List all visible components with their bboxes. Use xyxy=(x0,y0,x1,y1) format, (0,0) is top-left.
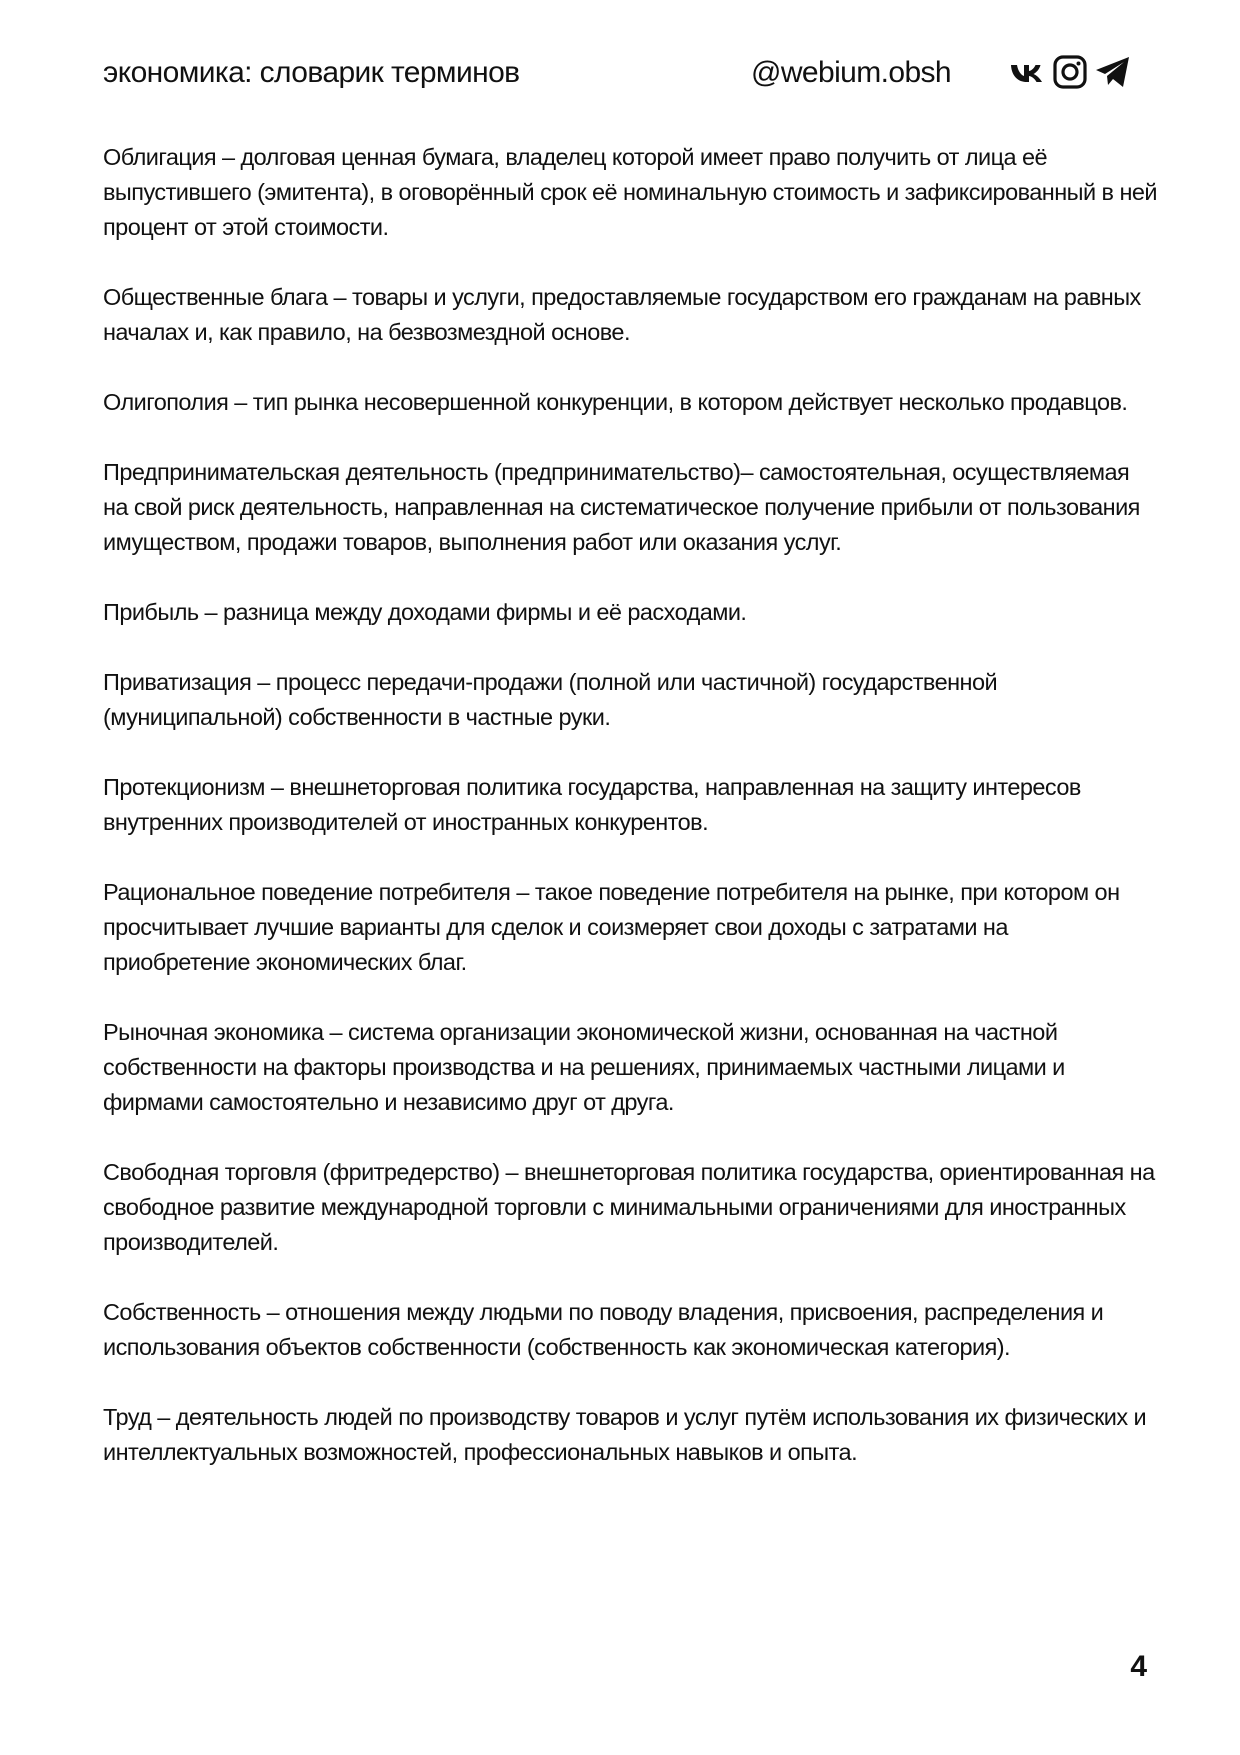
glossary-term-free-trade: Свободная торговля (фритредерство) – внешнеторговая политика государства, ориентированная на свободное развитие международной торговли с минимальными ограничениями для иностранных производителей. xyxy=(103,1159,1155,1255)
glossary-term-market-economy: Рыночная экономика – система организации экономической жизни, основанная на частной собственности на факторы производства и на решениях, принимаемых частными лицами и фирмами самостоятельно и независимо друг от друга. xyxy=(103,1019,1065,1115)
glossary-term-labor: Труд – деятельность людей по производству товаров и услуг путём использования их физических и интеллектуальных возможностей, профессиональных навыков и опыта. xyxy=(103,1404,1147,1465)
social-handle[interactable]: @webium.obsh xyxy=(751,56,952,89)
document-title: экономика: словарик терминов xyxy=(103,56,520,89)
glossary-list xyxy=(103,140,1158,1505)
page-number: 4 xyxy=(1130,1650,1147,1683)
instagram-icon[interactable] xyxy=(1052,54,1088,90)
vk-icon[interactable] xyxy=(1008,54,1046,90)
social-icons xyxy=(1008,54,1132,90)
glossary-term-oligopoly: Олигополия – тип рынка несовершенной конкуренции, в котором действует несколько продавцов. xyxy=(103,389,1128,415)
glossary-term-public-goods: Общественные блага – товары и услуги, предоставляемые государством его гражданам на равных началах и, как правило, на безвозмездной основе. xyxy=(103,284,1141,345)
glossary-term-profit: Прибыль – разница между доходами фирмы и её расходами. xyxy=(103,599,747,625)
glossary-term-protectionism: Протекционизм – внешнеторговая политика государства, направленная на защиту интересов внутренних производителей от иностранных конкурентов. xyxy=(103,774,1081,835)
telegram-icon[interactable] xyxy=(1094,54,1132,90)
glossary-term-bond: Облигация – долговая ценная бумага, владелец которой имеет право получить от лица её выпустившего (эмитента), в оговорённый срок её номинальную стоимость и зафиксированный в ней процент от этой стоимости. xyxy=(103,144,1157,240)
glossary-term-property: Собственность – отношения между людьми по поводу владения, присвоения, распределения и использования объектов собственности (собственность как экономическая категория). xyxy=(103,1299,1104,1360)
page-header xyxy=(103,52,1153,98)
glossary-term-privatization: Приватизация – процесс передачи-продажи (полной или частичной) государственной (муниципальной) собственности в частные руки. xyxy=(103,669,998,730)
glossary-term-entrepreneurship: Предпринимательская деятельность (предпринимательство)– самостоятельная, осуществляемая на свой риск деятельность, направленная на систематическое получение прибыли от пользования имуществом, продажи товаров, выполнения работ или оказания услуг. xyxy=(103,459,1140,555)
glossary-term-rational-consumer: Рациональное поведение потребителя – такое поведение потребителя на рынке, при котором он просчитывает лучшие варианты для сделок и соизмеряет свои доходы с затратами на приобретение экономических благ. xyxy=(103,879,1120,975)
